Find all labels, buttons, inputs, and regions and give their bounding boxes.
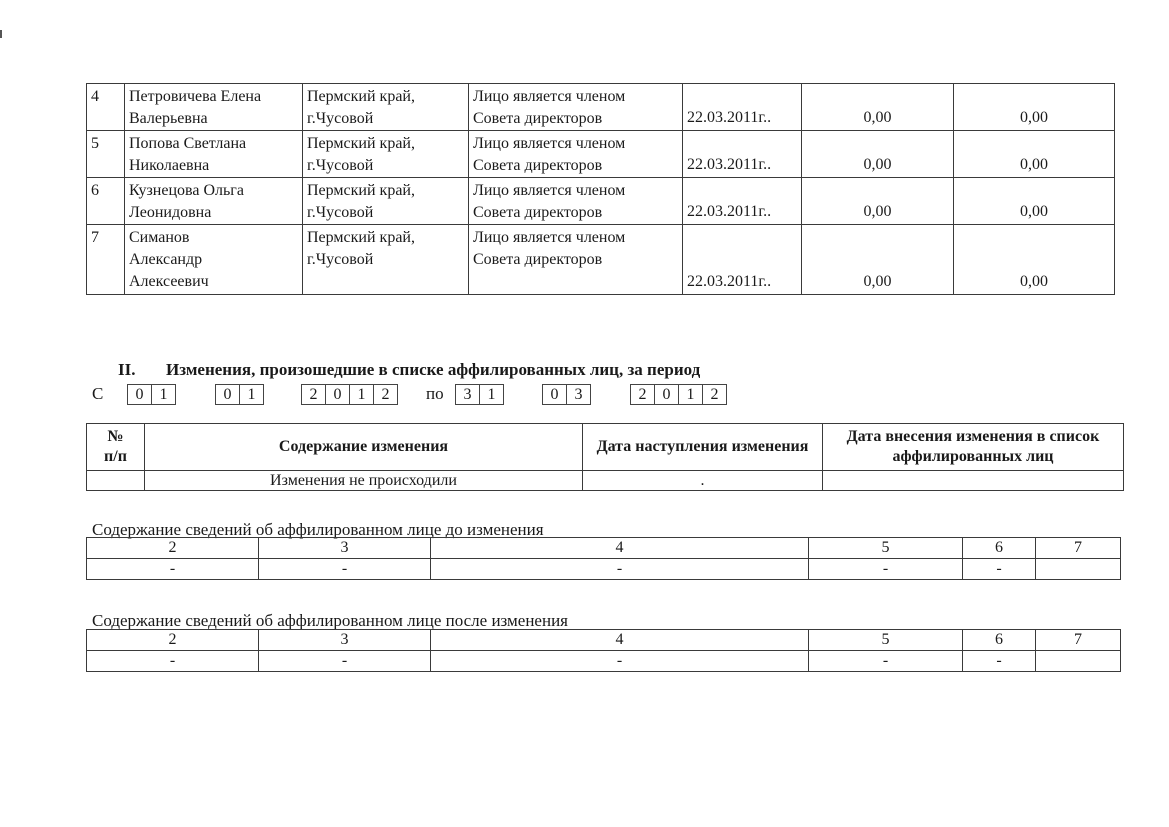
person-location: [303, 225, 469, 295]
person-basis-line: Совета директоров: [473, 251, 603, 268]
before-column-numbers-row: [87, 538, 1121, 559]
before-value-cell: -: [809, 559, 963, 580]
date-digit-box: 1: [678, 384, 703, 405]
after-column-numbers-row: [87, 630, 1121, 651]
person-date: 22.03.2011г..: [683, 225, 802, 295]
changes-cell-content: Изменения не происходили: [145, 471, 583, 491]
date-digit-box: 3: [455, 384, 480, 405]
before-col-number: 6: [963, 538, 1036, 559]
scan-edge-mark: [0, 30, 2, 38]
before-value-cell: [1036, 559, 1121, 580]
before-values-row: [87, 559, 1121, 580]
person-location: [303, 84, 469, 131]
after-value-cell: -: [259, 651, 431, 672]
before-value-cell: -: [87, 559, 259, 580]
date-digit-box: 0: [127, 384, 152, 405]
to-month-boxes: [542, 384, 591, 405]
person-basis-line: Лицо является членом: [473, 182, 626, 199]
from-year-boxes: [301, 384, 398, 405]
person-share-shares: 0,00: [954, 84, 1115, 131]
person-location-line: г.Чусовой: [307, 157, 374, 174]
after-col-number: 3: [259, 630, 431, 651]
person-location: [303, 131, 469, 178]
date-digit-box: 0: [654, 384, 679, 405]
person-basis-line: Лицо является членом: [473, 229, 626, 246]
person-number: 4: [87, 84, 125, 131]
after-value-cell: -: [963, 651, 1036, 672]
before-col-number: 4: [431, 538, 809, 559]
after-value-cell: -: [431, 651, 809, 672]
person-row: [87, 225, 1115, 295]
person-basis-line: Совета директоров: [473, 204, 603, 221]
person-location-line: Пермский край,: [307, 182, 415, 199]
person-share-capital: 0,00: [802, 131, 954, 178]
person-name-line: Леонидовна: [129, 204, 212, 221]
header-occur-date: Дата наступления изменения: [583, 424, 823, 471]
header-content: Содержание изменения: [145, 424, 583, 471]
person-name-line: Симанов: [129, 229, 190, 246]
before-table: [86, 537, 1121, 580]
person-basis: [469, 131, 683, 178]
date-digit-box: 2: [373, 384, 398, 405]
before-col-number: 2: [87, 538, 259, 559]
after-values-row: [87, 651, 1121, 672]
before-value-cell: -: [963, 559, 1036, 580]
person-number: 5: [87, 131, 125, 178]
person-name-line: Николаевна: [129, 157, 210, 174]
date-digit-box: 2: [630, 384, 655, 405]
person-location-line: г.Чусовой: [307, 204, 374, 221]
person-date: 22.03.2011г..: [683, 131, 802, 178]
header-entry-date: Дата внесения изменения в список аффилированных лиц: [823, 424, 1124, 471]
before-col-number: 5: [809, 538, 963, 559]
person-row: [87, 178, 1115, 225]
person-number: 6: [87, 178, 125, 225]
before-value-cell: -: [431, 559, 809, 580]
person-share-shares: 0,00: [954, 131, 1115, 178]
date-digit-box: 1: [239, 384, 264, 405]
date-digit-box: 0: [542, 384, 567, 405]
after-value-cell: -: [87, 651, 259, 672]
date-digit-box: 1: [479, 384, 504, 405]
person-name-line: Алексеевич: [129, 273, 209, 290]
person-basis-line: Лицо является членом: [473, 88, 626, 105]
after-col-number: 5: [809, 630, 963, 651]
person-location-line: Пермский край,: [307, 229, 415, 246]
changes-cell-occur-date: .: [583, 471, 823, 491]
before-caption: Содержание сведений об аффилированном лице до изменения: [92, 520, 544, 539]
person-name-line: Александр: [129, 251, 203, 268]
after-col-number: 2: [87, 630, 259, 651]
person-location-line: г.Чусовой: [307, 110, 374, 127]
date-digit-box: 0: [325, 384, 350, 405]
person-name: [125, 225, 303, 295]
changes-cell-entry-date: [823, 471, 1124, 491]
section-title: Изменения, произошедшие в списке аффилированных лиц, за период: [166, 360, 701, 379]
person-basis: [469, 178, 683, 225]
section-heading: [118, 360, 700, 380]
date-digit-box: 2: [301, 384, 326, 405]
from-label: С: [92, 384, 104, 403]
person-date: 22.03.2011г..: [683, 178, 802, 225]
person-number: 7: [87, 225, 125, 295]
to-day-boxes: [455, 384, 504, 405]
person-name-line: Петровичева Елена: [129, 88, 262, 105]
person-name: [125, 178, 303, 225]
person-basis: [469, 225, 683, 295]
person-share-capital: 0,00: [802, 84, 954, 131]
person-location: [303, 178, 469, 225]
person-name: [125, 131, 303, 178]
date-digit-box: 1: [349, 384, 374, 405]
after-caption: Содержание сведений об аффилированном лице после изменения: [92, 611, 568, 630]
person-row: [87, 84, 1115, 131]
changes-row: [87, 471, 1124, 491]
after-col-number: 7: [1036, 630, 1121, 651]
changes-table: [86, 423, 1124, 491]
date-digit-box: 1: [151, 384, 176, 405]
person-share-shares: 0,00: [954, 225, 1115, 295]
after-table: [86, 629, 1121, 672]
person-location-line: г.Чусовой: [307, 251, 374, 268]
changes-header-row: [87, 424, 1124, 471]
date-digit-box: 2: [702, 384, 727, 405]
person-share-capital: 0,00: [802, 178, 954, 225]
person-basis-line: Лицо является членом: [473, 135, 626, 152]
after-value-cell: [1036, 651, 1121, 672]
from-day-boxes: [127, 384, 176, 405]
before-col-number: 7: [1036, 538, 1121, 559]
date-digit-box: 0: [215, 384, 240, 405]
person-date: 22.03.2011г..: [683, 84, 802, 131]
to-label: по: [426, 384, 444, 403]
person-location-line: Пермский край,: [307, 88, 415, 105]
person-basis-line: Совета директоров: [473, 110, 603, 127]
person-share-shares: 0,00: [954, 178, 1115, 225]
person-share-capital: 0,00: [802, 225, 954, 295]
before-value-cell: -: [259, 559, 431, 580]
person-name: [125, 84, 303, 131]
from-month-boxes: [215, 384, 264, 405]
person-row: [87, 131, 1115, 178]
changes-cell-number: [87, 471, 145, 491]
after-value-cell: -: [809, 651, 963, 672]
person-basis: [469, 84, 683, 131]
to-year-boxes: [630, 384, 727, 405]
person-name-line: Валерьевна: [129, 110, 208, 127]
date-digit-box: 3: [566, 384, 591, 405]
section-number: II.: [118, 360, 136, 379]
person-location-line: Пермский край,: [307, 135, 415, 152]
after-col-number: 4: [431, 630, 809, 651]
person-basis-line: Совета директоров: [473, 157, 603, 174]
person-name-line: Попова Светлана: [129, 135, 247, 152]
header-number: № п/п: [87, 424, 145, 471]
before-col-number: 3: [259, 538, 431, 559]
person-name-line: Кузнецова Ольга: [129, 182, 244, 199]
after-col-number: 6: [963, 630, 1036, 651]
affiliated-persons-table: [86, 83, 1115, 295]
